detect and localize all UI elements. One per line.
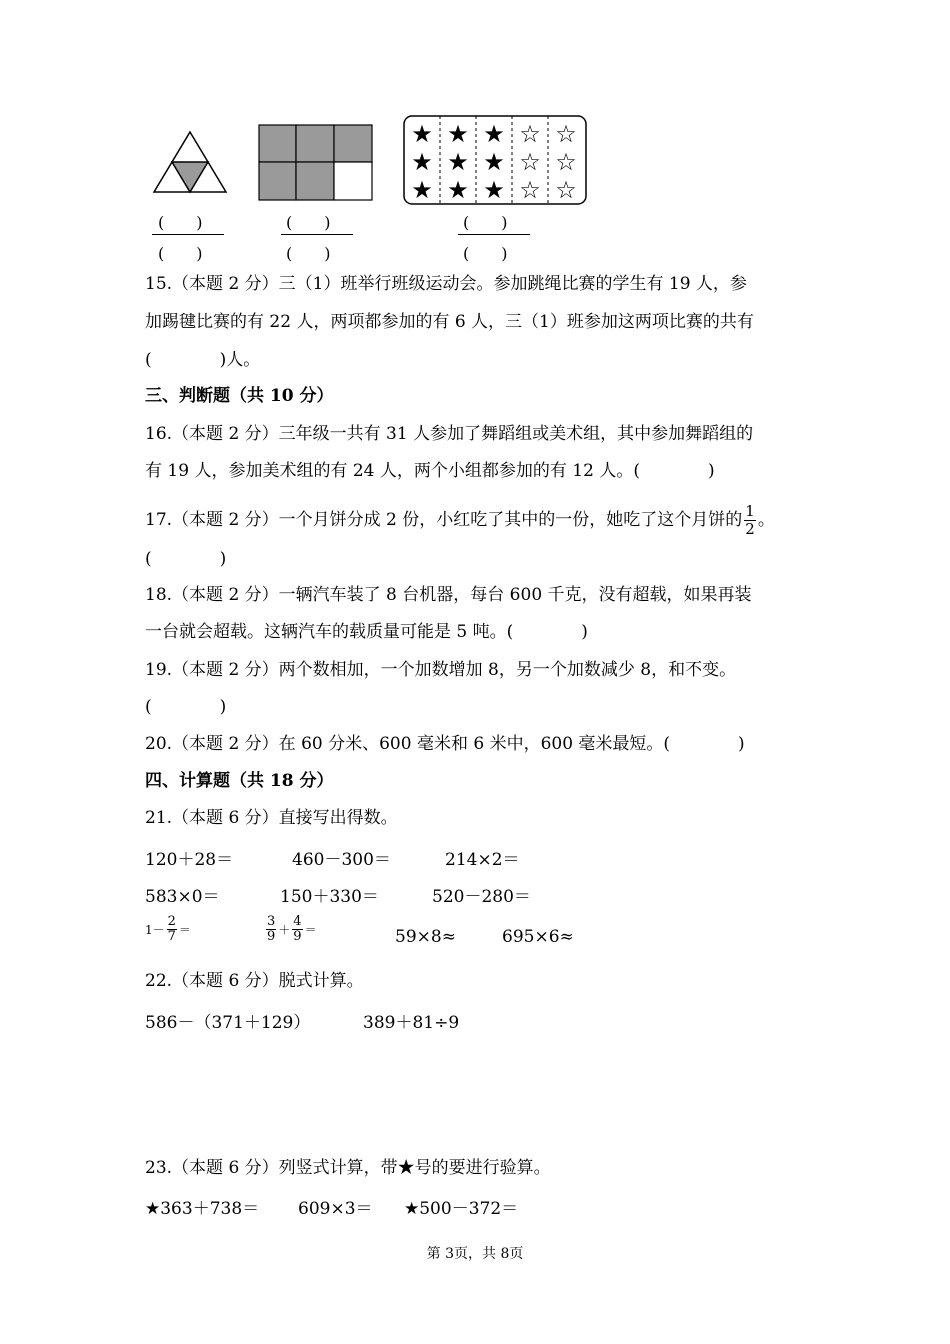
page-footer: 第 3页，共 8页 xyxy=(426,1246,524,1262)
svg-text:★: ★ xyxy=(411,176,433,204)
q21-expr-4: 583×0＝ xyxy=(145,887,220,907)
q15-line2: 加踢毽比赛的有 22 人，两项都参加的有 6 人，三（1）班参加这两项比赛的共有 xyxy=(145,312,754,332)
q21-expr-7 xyxy=(145,915,191,944)
q18-line2: 一台就会超载。这辆汽车的载质量可能是 5 吨。( ) xyxy=(145,622,588,642)
fraction-line-2 xyxy=(281,234,353,235)
section-4-heading: 四、计算题（共 18 分） xyxy=(145,771,334,791)
q21-expr-5: 150＋330＝ xyxy=(280,887,379,907)
svg-text:☆: ☆ xyxy=(519,120,541,148)
section-3-heading: 三、判断题（共 10 分） xyxy=(145,386,334,406)
fraction-line-1 xyxy=(152,234,224,235)
q21-expr-10: 695×6≈ xyxy=(502,927,574,947)
q21-expr-8-fraction-2 xyxy=(292,915,302,944)
rectangle-grid-figure xyxy=(258,124,374,202)
q17-end: 。 xyxy=(757,510,775,530)
q21-expr-8-fraction-1 xyxy=(266,915,276,944)
q21-expr-7-numerator: 2 xyxy=(167,914,176,929)
star-grid-figure xyxy=(402,114,588,206)
q17-fraction-numerator: 1 xyxy=(745,502,755,520)
q21-expr-9: 59×8≈ xyxy=(395,927,456,947)
q19-line2[interactable]: ( ) xyxy=(145,697,227,717)
fraction-blank-2-bottom[interactable]: ( ) xyxy=(286,244,331,263)
q23-expr-3: ★500－372＝ xyxy=(404,1199,519,1219)
q17-blank[interactable]: ( ) xyxy=(145,549,227,569)
fraction-blank-3-top[interactable]: ( ) xyxy=(463,213,508,232)
fraction-line-3 xyxy=(458,234,530,235)
q17-fraction xyxy=(744,503,756,538)
q22-expr-1: 586－（371＋129） xyxy=(145,1013,311,1033)
q21-expr-2: 460－300＝ xyxy=(292,850,391,870)
q21-expr-6: 520－280＝ xyxy=(432,887,531,907)
q17-text: 17.（本题 2 分）一个月饼分成 2 份，小红吃了其中的一份，她吃了这个月饼的 xyxy=(145,510,743,530)
q21-expr-8-denominator-1: 9 xyxy=(267,929,276,944)
q21-title: 21.（本题 6 分）直接写出得数。 xyxy=(145,808,398,828)
q17-fraction-denominator: 2 xyxy=(745,520,755,538)
svg-text:★: ★ xyxy=(411,120,433,148)
q21-expr-7-denominator: 7 xyxy=(167,929,176,944)
svg-text:★: ★ xyxy=(483,120,505,148)
q21-expr-8-op: ＋ xyxy=(278,923,291,937)
q15-line3: ( )人。 xyxy=(145,350,261,370)
triangle-figure xyxy=(150,128,230,196)
q23-title: 23.（本题 6 分）列竖式计算，带★号的要进行验算。 xyxy=(145,1158,551,1178)
fraction-blank-2-top[interactable]: ( ) xyxy=(286,213,331,232)
fraction-blank-1-bottom[interactable]: ( ) xyxy=(158,244,203,263)
q21-expr-7-pre: 1－ xyxy=(145,923,165,937)
svg-text:★: ★ xyxy=(483,148,505,176)
q21-expr-7-fraction xyxy=(167,915,177,944)
svg-text:☆: ☆ xyxy=(555,120,577,148)
svg-text:☆: ☆ xyxy=(555,176,577,204)
q22-title: 22.（本题 6 分）脱式计算。 xyxy=(145,971,364,991)
q21-expr-8-post: ＝ xyxy=(304,923,317,937)
q16-line2: 有 19 人，参加美术组的有 24 人，两个小组都参加的有 12 人。( ) xyxy=(145,461,715,481)
q21-expr-8 xyxy=(264,915,317,944)
svg-text:★: ★ xyxy=(447,176,469,204)
q21-expr-7-post: ＝ xyxy=(178,923,191,937)
q17-line1 xyxy=(145,503,775,538)
q20-line1: 20.（本题 2 分）在 60 分米、600 毫米和 6 米中，600 毫米最短。( ) xyxy=(145,734,745,754)
q23-expr-2: 609×3＝ xyxy=(298,1199,373,1219)
q21-expr-8-numerator-2: 4 xyxy=(293,914,302,929)
q15-line1: 15.（本题 2 分）三（1）班举行班级运动会。参加跳绳比赛的学生有 19 人，参 xyxy=(145,274,747,294)
q21-expr-8-numerator-1: 3 xyxy=(267,914,276,929)
svg-text:★: ★ xyxy=(447,148,469,176)
q21-expr-1: 120＋28＝ xyxy=(145,850,234,870)
q18-line1: 18.（本题 2 分）一辆汽车装了 8 台机器，每台 600 千克，没有超载，如果再装 xyxy=(145,585,752,605)
svg-text:★: ★ xyxy=(447,120,469,148)
q22-expr-2: 389＋81÷9 xyxy=(363,1013,460,1033)
q16-line1: 16.（本题 2 分）三年级一共有 31 人参加了舞蹈组或美术组，其中参加舞蹈组的 xyxy=(145,424,754,444)
fraction-blank-3-bottom[interactable]: ( ) xyxy=(463,244,508,263)
svg-text:☆: ☆ xyxy=(519,148,541,176)
q21-expr-3: 214×2＝ xyxy=(445,850,520,870)
q23-expr-1: ★363＋738＝ xyxy=(145,1199,260,1219)
svg-text:★: ★ xyxy=(483,176,505,204)
svg-text:☆: ☆ xyxy=(519,176,541,204)
svg-text:★: ★ xyxy=(411,148,433,176)
fraction-blank-1-top[interactable]: ( ) xyxy=(158,213,203,232)
svg-text:☆: ☆ xyxy=(555,148,577,176)
q21-expr-8-denominator-2: 9 xyxy=(293,929,302,944)
q19-line1: 19.（本题 2 分）两个数相加，一个加数增加 8，另一个加数减少 8，和不变。 xyxy=(145,660,737,680)
